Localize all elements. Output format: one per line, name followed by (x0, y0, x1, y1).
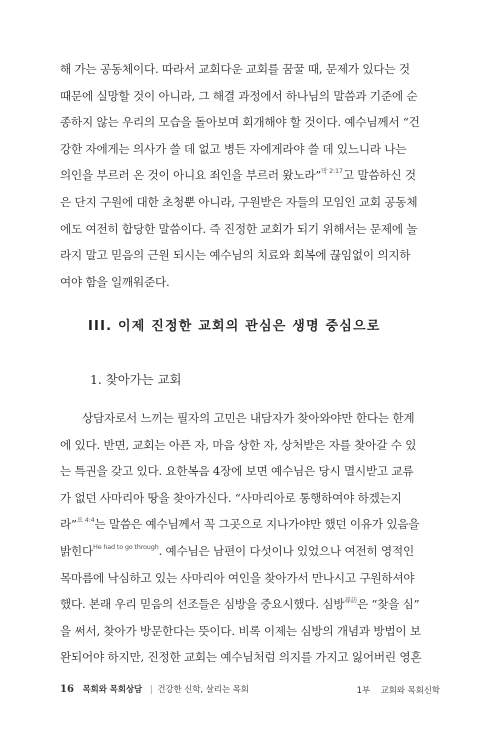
chapter-title: 교회와 목회신학 (380, 685, 440, 695)
text-segment: . 예수님은 남편이 다섯이나 있었으나 여전히 영적인 (158, 543, 414, 558)
text-line: 에도 여전히 합당한 말씀이다. 즉 진정한 교회가 되기 위해서는 문제에 놀 (60, 221, 418, 236)
footer-left (60, 683, 249, 695)
text-segment: 했다. 본래 우리 믿음의 선조들은 심방을 중요시했다. 심방 (60, 597, 345, 612)
text-line: 목마름에 낙심하고 있는 사마리아 여인을 찾아가서 만나시고 구원하셔야 (60, 570, 415, 585)
scripture-reference: 요 4:4 (76, 516, 95, 525)
text-line: 여야 함을 일깨워준다. (60, 274, 170, 289)
text-segment: 는 말씀은 예수님께서 꼭 그곳으로 지나가야만 했던 이유가 있음을 (94, 517, 420, 532)
text-segment: 고 말씀하신 것 (342, 168, 416, 183)
text-line: 강한 자에게는 의사가 쓸 데 없고 병든 자에게라야 쓸 데 있느니라 나는 (60, 141, 407, 156)
text-line: 을 써서, 찾아가 방문한다는 뜻이다. 비록 이제는 심방의 개념과 방법이 보 (60, 623, 421, 638)
text-line: 해 가는 공동체이다. 따라서 교회다운 교회를 꿈꿀 때, 문제가 있다는 것 (60, 62, 410, 76)
text-line: 때문에 실망할 것이 아니라, 그 해결 과정에서 하나님의 말씀과 기준에 순 (60, 88, 418, 103)
book-title: 목회와 목회상담 (82, 684, 143, 694)
book-subtitle: 건강한 신학, 살리는 목회 (157, 684, 249, 694)
text-line: 라지 말고 믿음의 근원 되시는 예수님의 치료와 회복에 끊임없이 의지하 (60, 248, 411, 263)
footer-divider: | (149, 684, 153, 694)
text-line (60, 591, 440, 618)
sub-heading: 1. 찾아가는 교회 (90, 372, 182, 387)
text-line (60, 162, 440, 189)
text-line: 가 없던 사마리아 땅을 찾아가신다. “사마리아로 통행하여야 하겠는지 (60, 490, 402, 505)
section-heading: III. 이제 진정한 교회의 관심은 생명 중심으로 (88, 319, 381, 334)
text-segment: 라” (60, 517, 77, 532)
text-segment: 은 “찾을 심” (356, 597, 420, 612)
text-line (60, 538, 440, 565)
footer-right (357, 684, 440, 696)
text-line: 에 있다. 반면, 교회는 아픈 자, 마음 상한 자, 상처받은 자를 찾아갈 수 있 (60, 437, 417, 452)
paragraph-body (60, 405, 440, 671)
part-label: 1부 (356, 685, 371, 695)
paragraph-continuation (60, 56, 440, 295)
hanja-gloss: 尋訪 (344, 596, 357, 605)
text-line (60, 511, 440, 538)
page-number: 16 (60, 684, 74, 695)
text-line: 완되어야 하지만, 진정한 교회는 예수님처럼 의지를 가지고 잃어버린 영혼 (60, 650, 422, 665)
text-line: 상담자로서 느끼는 필자의 고민은 내담자가 찾아와야만 한다는 한계 (82, 411, 415, 425)
text-segment: 의인을 부르러 온 것이 아니요 죄인을 부르러 왔노라” (60, 168, 322, 183)
text-segment: 밝힌다 (60, 543, 93, 558)
text-line: 는 특권을 갖고 있다. 요한복음 4장에 보면 예수님은 당시 멸시받고 교류 (60, 464, 414, 479)
text-line: 종하지 않는 우리의 모습을 돌아보며 회개해야 할 것이다. 예수님께서 “건 (60, 115, 420, 130)
english-gloss: He had to go through (93, 542, 159, 551)
text-line: 은 단지 구원에 대한 초청뿐 아니라, 구원받은 자들의 모임인 교회 공동체 (60, 194, 418, 209)
scripture-reference: 막 2:17 (321, 167, 343, 176)
